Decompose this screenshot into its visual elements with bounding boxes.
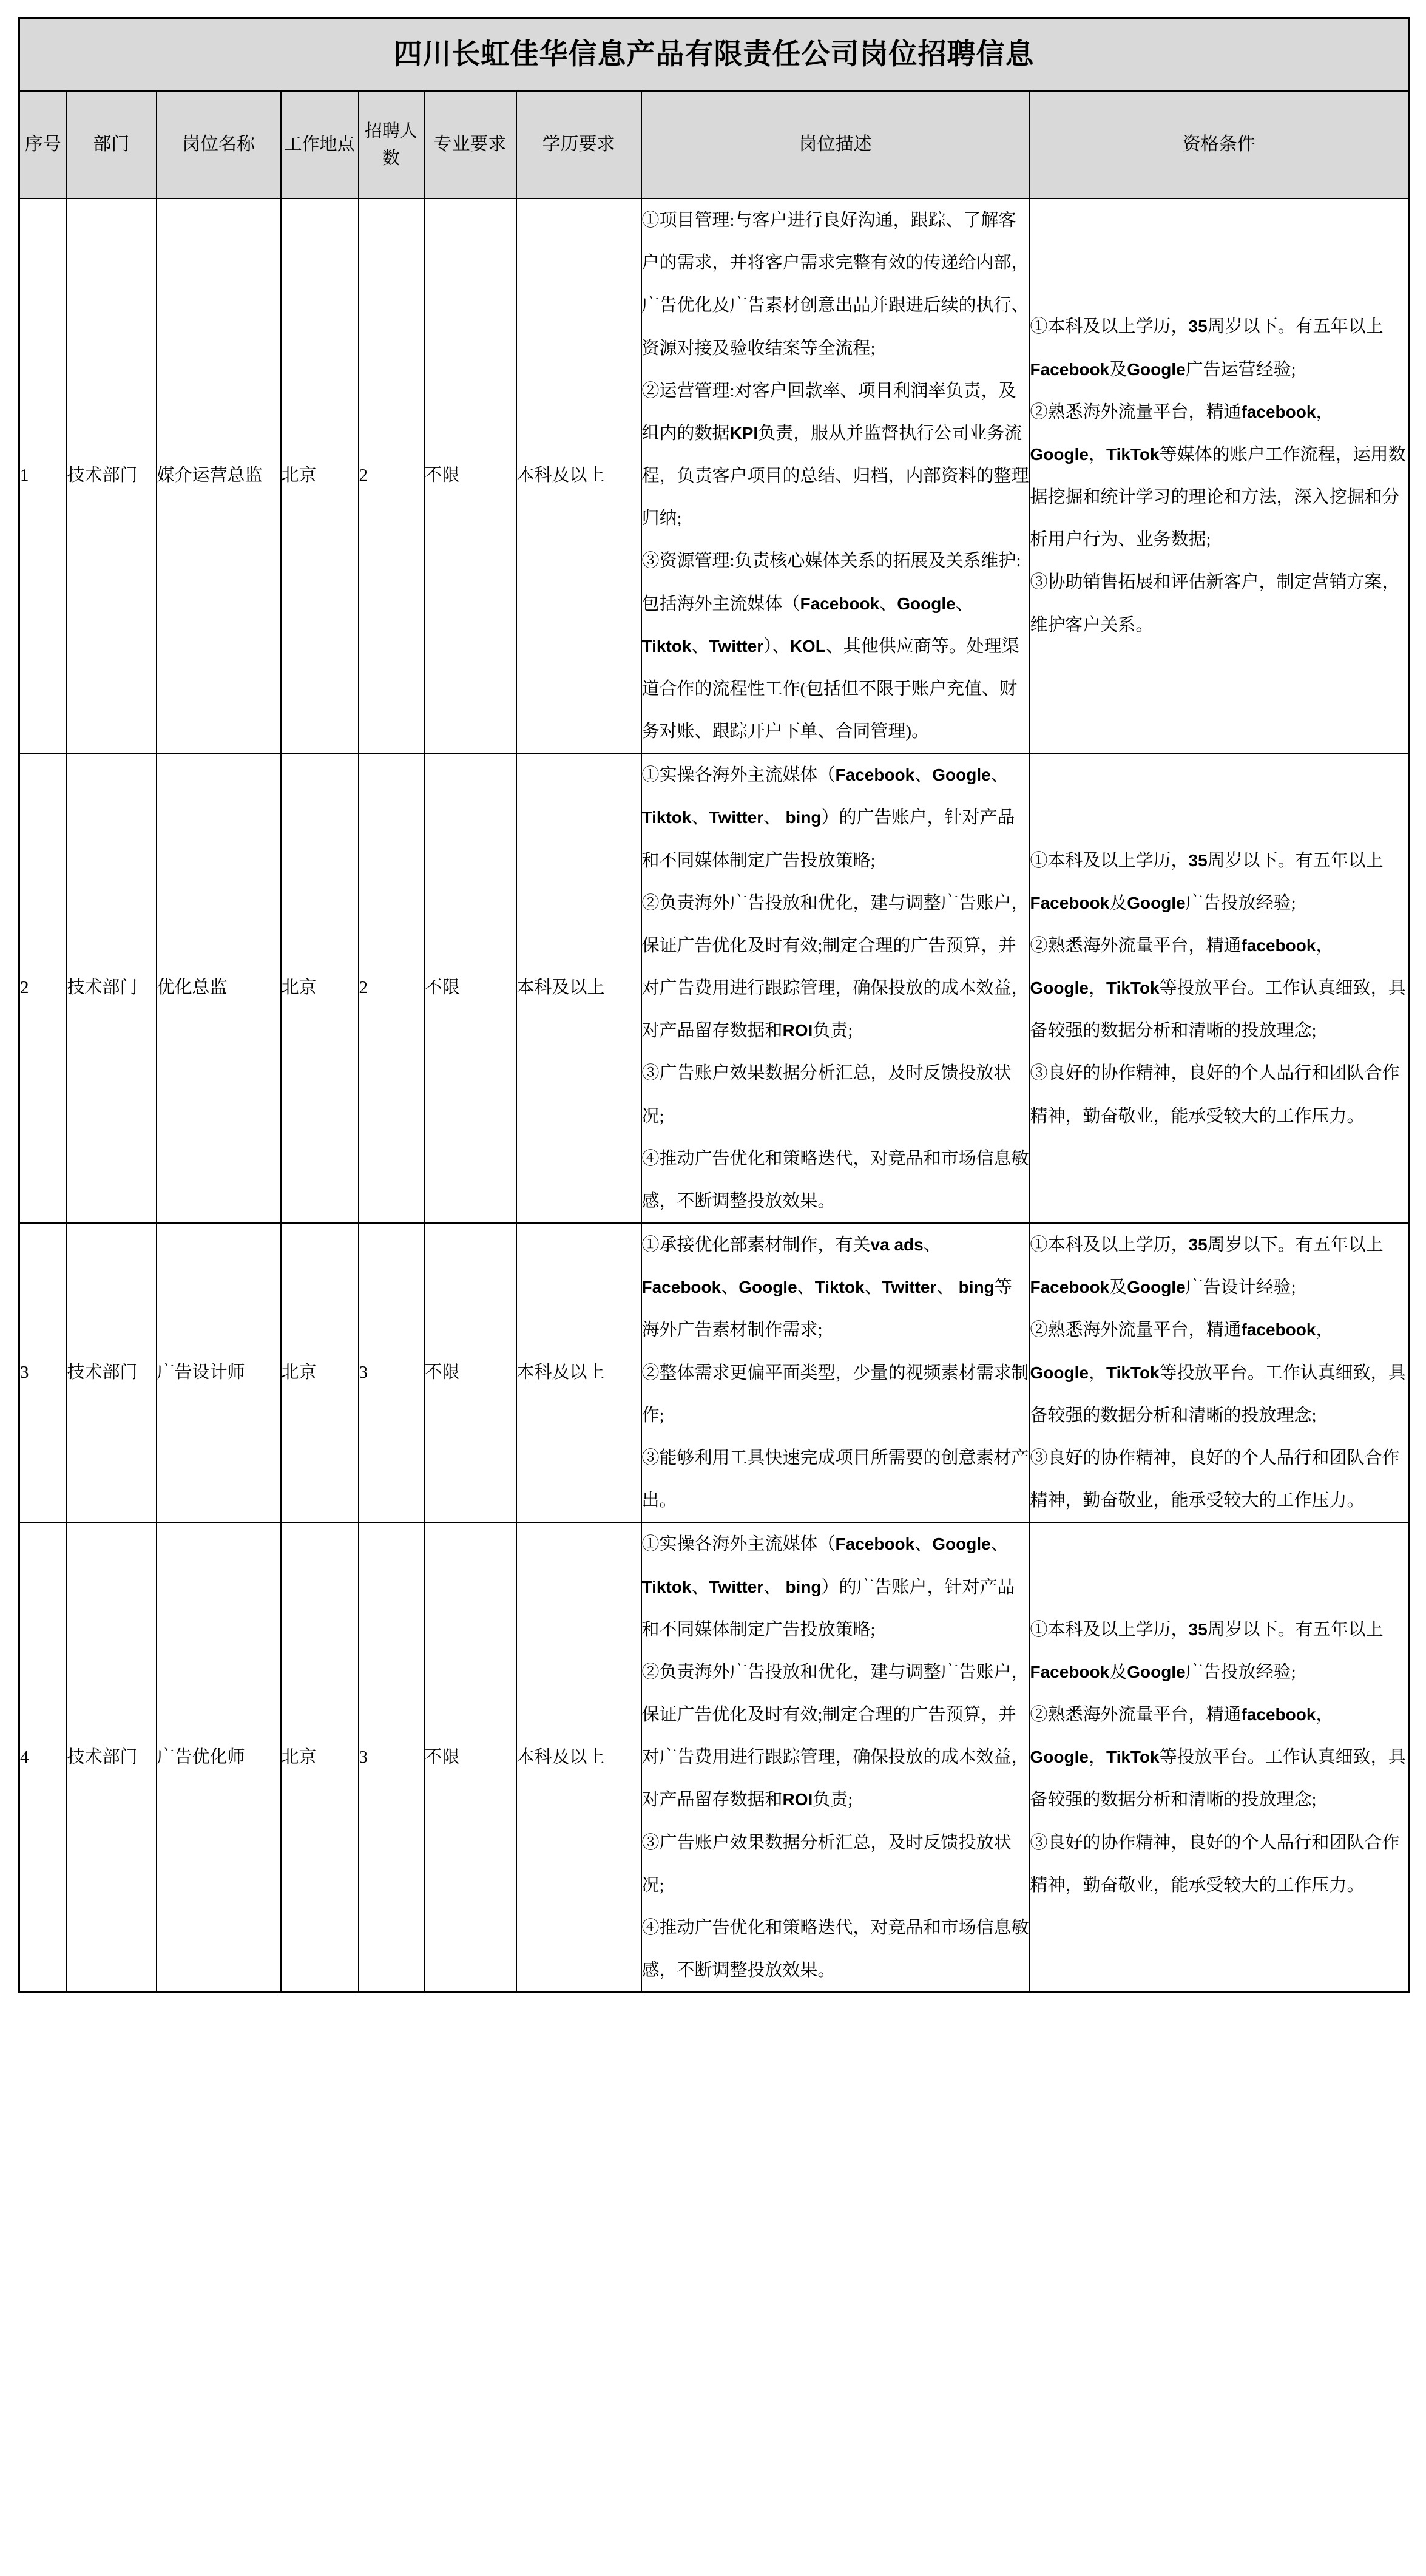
row-job-title: 广告设计师 xyxy=(157,1223,281,1522)
row-qualification xyxy=(1030,1522,1409,1992)
qualification-item: ②熟悉海外流量平台，精通facebook，Google，TikTok等媒体的账户工作流程，运用数据挖掘和统计学习的理论和方法，深入挖掘和分析用户行为、业务数据; xyxy=(1030,402,1406,550)
row-job-title: 媒介运营总监 xyxy=(157,198,281,753)
column-header-dept: 部门 xyxy=(67,91,157,198)
row-department: 技术部门 xyxy=(67,1223,157,1522)
row-qualification xyxy=(1030,198,1409,753)
column-header-job: 岗位名称 xyxy=(157,91,281,198)
column-header-location: 工作地点 xyxy=(281,91,359,198)
job-description-item: ①实操各海外主流媒体（Facebook、Google、Tiktok、Twitter、 bing）的广告账户，针对产品和不同媒体制定广告投放策略; xyxy=(641,765,1015,870)
job-description-item: ④推动广告优化和策略迭代，对竞品和市场信息敏感，不断调整投放效果。 xyxy=(641,1148,1029,1211)
row-department: 技术部门 xyxy=(67,198,157,753)
qualification-item: ②熟悉海外流量平台，精通facebook，Google，TikTok等投放平台。工作认真细致，具备较强的数据分析和清晰的投放理念; xyxy=(1030,1320,1406,1425)
table-row xyxy=(19,1223,1409,1522)
row-index: 1 xyxy=(19,198,67,753)
qualification-item: ①本科及以上学历，35周岁以下。有五年以上Facebook及Google广告运营经验; xyxy=(1030,317,1384,379)
row-qualification xyxy=(1030,753,1409,1223)
row-job-title: 广告优化师 xyxy=(157,1522,281,1992)
row-department: 技术部门 xyxy=(67,753,157,1223)
job-description-item: ③资源管理:负责核心媒体关系的拓展及关系维护:包括海外主流媒体（Facebook、Google、Tiktok、Twitter）、KOL、其他供应商等。处理渠道合作的流程性工作(包括但不限于账户充值、财务对账、跟踪开户下单、合同管理)。 xyxy=(641,551,1021,742)
row-location: 北京 xyxy=(281,198,359,753)
column-header-major: 专业要求 xyxy=(424,91,516,198)
job-description-item: ②负责海外广告投放和优化，建与调整广告账户，保证广告优化及时有效;制定合理的广告预算，并对广告费用进行跟踪管理，确保投放的成本效益，对产品留存数据和ROI负责; xyxy=(641,1662,1029,1810)
row-department: 技术部门 xyxy=(67,1522,157,1992)
row-job-description xyxy=(641,1522,1030,1992)
row-major: 不限 xyxy=(424,1223,516,1522)
job-description-item: ②运营管理:对客户回款率、项目利润率负责，及组内的数据KPI负责，服从并监督执行公司业务流程，负责客户项目的总结、归档，内部资料的整理归纳; xyxy=(641,381,1029,529)
row-qualification xyxy=(1030,1223,1409,1522)
qualification-item: ①本科及以上学历，35周岁以下。有五年以上Facebook及Google广告投放经验; xyxy=(1030,1619,1384,1682)
row-job-description xyxy=(641,1223,1030,1522)
job-description-item: ①承接优化部素材制作，有关va ads、Facebook、Google、Tiktok、Twitter、 bing等海外广告素材制作需求; xyxy=(641,1235,1012,1340)
job-description-item: ①实操各海外主流媒体（Facebook、Google、Tiktok、Twitter、 bing）的广告账户，针对产品和不同媒体制定广告投放策略; xyxy=(641,1534,1015,1639)
column-header-education: 学历要求 xyxy=(516,91,641,198)
row-index: 3 xyxy=(19,1223,67,1522)
row-headcount: 2 xyxy=(359,198,424,753)
qualification-item: ②熟悉海外流量平台，精通facebook，Google，TikTok等投放平台。工作认真细致，具备较强的数据分析和清晰的投放理念; xyxy=(1030,1705,1406,1810)
job-description-item: ③广告账户效果数据分析汇总，及时反馈投放状况; xyxy=(641,1832,1012,1895)
job-description-item: ④推动广告优化和策略迭代，对竞品和市场信息敏感，不断调整投放效果。 xyxy=(641,1917,1029,1981)
qualification-item: ③良好的协作精神，良好的个人品行和团队合作精神，勤奋敬业，能承受较大的工作压力。 xyxy=(1030,1063,1400,1126)
qualification-item: ②熟悉海外流量平台，精通facebook，Google，TikTok等投放平台。工作认真细致，具备较强的数据分析和清晰的投放理念; xyxy=(1030,935,1406,1041)
qualification-item: ①本科及以上学历，35周岁以下。有五年以上Facebook及Google广告设计经验; xyxy=(1030,1235,1384,1298)
row-education: 本科及以上 xyxy=(516,1223,641,1522)
row-location: 北京 xyxy=(281,1223,359,1522)
row-education: 本科及以上 xyxy=(516,198,641,753)
table-body xyxy=(19,198,1409,1993)
qualification-item: ③良好的协作精神，良好的个人品行和团队合作精神，勤奋敬业，能承受较大的工作压力。 xyxy=(1030,1832,1400,1895)
row-index: 4 xyxy=(19,1522,67,1992)
row-major: 不限 xyxy=(424,198,516,753)
row-education: 本科及以上 xyxy=(516,753,641,1223)
qualification-item: ③良好的协作精神，良好的个人品行和团队合作精神，勤奋敬业，能承受较大的工作压力。 xyxy=(1030,1448,1400,1511)
qualification-item: ③协助销售拓展和评估新客户，制定营销方案，维护客户关系。 xyxy=(1030,572,1400,635)
row-headcount: 3 xyxy=(359,1223,424,1522)
recruitment-table xyxy=(18,17,1410,1993)
page-title: 四川长虹佳华信息产品有限责任公司岗位招聘信息 xyxy=(19,18,1409,92)
table-row xyxy=(19,198,1409,753)
row-headcount: 2 xyxy=(359,753,424,1223)
row-job-title: 优化总监 xyxy=(157,753,281,1223)
row-location: 北京 xyxy=(281,753,359,1223)
row-headcount: 3 xyxy=(359,1522,424,1992)
table-header-row xyxy=(19,91,1409,198)
job-description-item: ②负责海外广告投放和优化，建与调整广告账户，保证广告优化及时有效;制定合理的广告预算，并对广告费用进行跟踪管理，确保投放的成本效益，对产品留存数据和ROI负责; xyxy=(641,893,1029,1041)
job-description-item: ③能够利用工具快速完成项目所需要的创意素材产出。 xyxy=(641,1448,1029,1511)
row-major: 不限 xyxy=(424,753,516,1223)
row-location: 北京 xyxy=(281,1522,359,1992)
row-education: 本科及以上 xyxy=(516,1522,641,1992)
title-row xyxy=(19,18,1409,92)
job-description-item: ③广告账户效果数据分析汇总，及时反馈投放状况; xyxy=(641,1063,1012,1126)
column-header-index: 序号 xyxy=(19,91,67,198)
column-header-description: 岗位描述 xyxy=(641,91,1030,198)
row-job-description xyxy=(641,753,1030,1223)
qualification-item: ①本科及以上学历，35周岁以下。有五年以上Facebook及Google广告投放经验; xyxy=(1030,850,1384,913)
job-description-item: ①项目管理:与客户进行良好沟通，跟踪、了解客户的需求，并将客户需求完整有效的传递给内部，广告优化及广告素材创意出品并跟进后续的执行、资源对接及验收结案等全流程; xyxy=(641,211,1029,358)
row-index: 2 xyxy=(19,753,67,1223)
table-row xyxy=(19,753,1409,1223)
job-description-item: ②整体需求更偏平面类型，少量的视频素材需求制作; xyxy=(641,1363,1029,1425)
column-header-qualification: 资格条件 xyxy=(1030,91,1409,198)
table-row xyxy=(19,1522,1409,1992)
column-header-count: 招聘人数 xyxy=(359,91,424,198)
row-job-description xyxy=(641,198,1030,753)
row-major: 不限 xyxy=(424,1522,516,1992)
